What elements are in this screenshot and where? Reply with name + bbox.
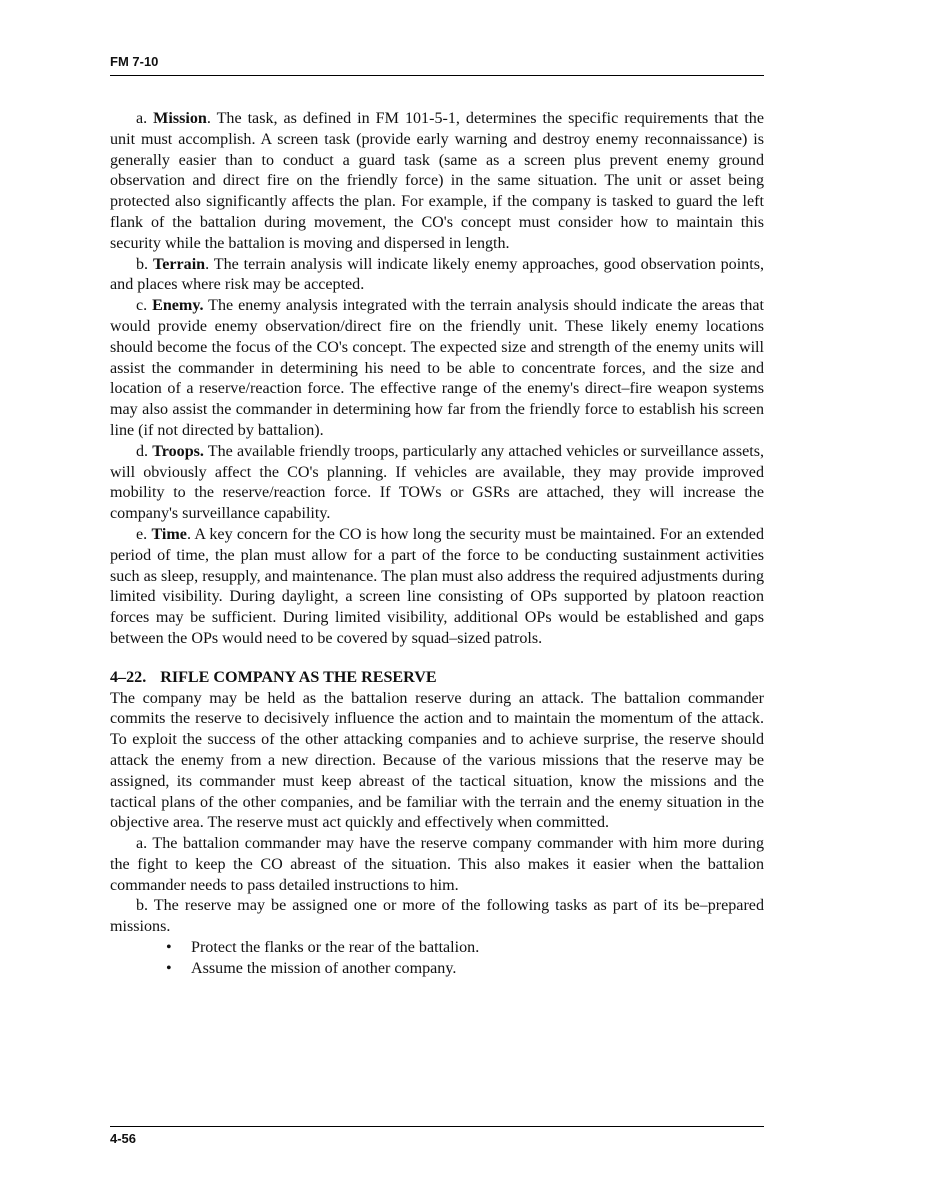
paragraph-text: The enemy analysis integrated with the terrain analysis should indicate the areas that would provide enemy observation/direct fire on the friendly unit. These likely enemy locations should become the focus of the CO's concept. The expected size and strength of the enemy units will assist the commander in determining his need to be able to concentrate forces, and the size and location of a reserve/reaction force. The effective range of the enemy's direct–fire weapon systems may also assist the commander in determining how far from the friendly force to establish his screen line (if not directed by battalion). (110, 297, 764, 439)
paragraph-mission (110, 109, 764, 255)
paragraph-troops (110, 442, 764, 525)
paragraph-letter: e. (136, 525, 148, 543)
bullet-item: • Protect the flanks or the rear of the battalion. (110, 938, 764, 959)
paragraph-text: The available friendly troops, particularly any attached vehicles or surveillance assets, will obviously affect the CO's planning. If vehicles are available, they may provide improved mobility to the reserve/reaction force. If TOWs or GSRs are attached, they will increase the company's surveillance capability. (110, 442, 764, 523)
section-number: 4–22. (110, 668, 147, 686)
header-rule (110, 75, 764, 76)
section-title: RIFLE COMPANY AS THE RESERVE (160, 668, 437, 686)
paragraph-time (110, 525, 764, 650)
footer-rule (110, 1126, 764, 1127)
paragraph-letter: c. (136, 297, 148, 315)
page-number: 4-56 (110, 1131, 137, 1146)
running-header: FM 7-10 (110, 54, 159, 69)
term-enemy: Enemy. (152, 297, 204, 315)
term-troops: Troops. (152, 442, 204, 460)
task-bullet-list (110, 938, 764, 980)
page-body (110, 109, 764, 980)
term-terrain: Terrain (152, 255, 206, 273)
section-heading (110, 668, 764, 689)
section-paragraph-b: b. The reserve may be assigned one or more of the following tasks as part of its be–prepared missions. (110, 897, 764, 936)
section-intro: The company may be held as the battalion reserve during an attack. The battalion commander commits the reserve to decisively influence the action and to maintain the momentum of the attack. To exploit the success of the other attacking companies and to achieve surprise, the reserve should attack the enemy from a new direction. Because of the various missions that the reserve may be assigned, its commander must keep abreast of the tactical situation, know the missions and the tactical plans of the other companies, and be familiar with the terrain and the enemy situation in the objective area. The reserve must act quickly and effectively when committed. (110, 689, 764, 832)
term-mission: Mission (153, 110, 207, 127)
paragraph-terrain (110, 255, 764, 297)
section-paragraph-a: a. The battalion commander may have the reserve company commander with him more during the fight to keep the CO abreast of the situation. This also makes it easier when the battalion commander needs to pass detailed instructions to him. (110, 835, 764, 894)
bullet-item: • Assume the mission of another company. (110, 959, 764, 980)
paragraph-enemy (110, 296, 764, 442)
paragraph-text: . The task, as defined in FM 101-5-1, determines the specific requirements that the unit must accomplish. A screen task (provide early warning and destroy enemy reconnaissance) is generally easier than to conduct a guard task (same as a screen plus prevent enemy ground observation and direct fire on the friendly force) in the same situation. The unit or asset being protected also significantly affects the plan. For example, if the company is tasked to guard the left flank of the battalion during movement, the CO's concept must consider how to maintain this security while the battalion is moving and dispersed in length. (110, 110, 764, 252)
paragraph-text: . A key concern for the CO is how long the security must be maintained. For an extended period of time, the plan must allow for a part of the force to be conducting sustainment activities such as sleep, resupply, and maintenance. The plan must also address the required adjustments during limited visibility. During daylight, a screen line consisting of OPs supported by platoon reaction forces may be sufficient. During limited visibility, additional OPs would be established and gaps between the OPs would need to be covered by squad–sized patrols. (110, 525, 764, 647)
paragraph-letter: a. (136, 110, 148, 127)
paragraph-text: . The terrain analysis will indicate likely enemy approaches, good observation points, and places where risk may be accepted. (110, 255, 764, 294)
term-time: Time (151, 525, 187, 543)
paragraph-letter: d. (136, 442, 149, 460)
paragraph-letter: b. (136, 255, 149, 273)
